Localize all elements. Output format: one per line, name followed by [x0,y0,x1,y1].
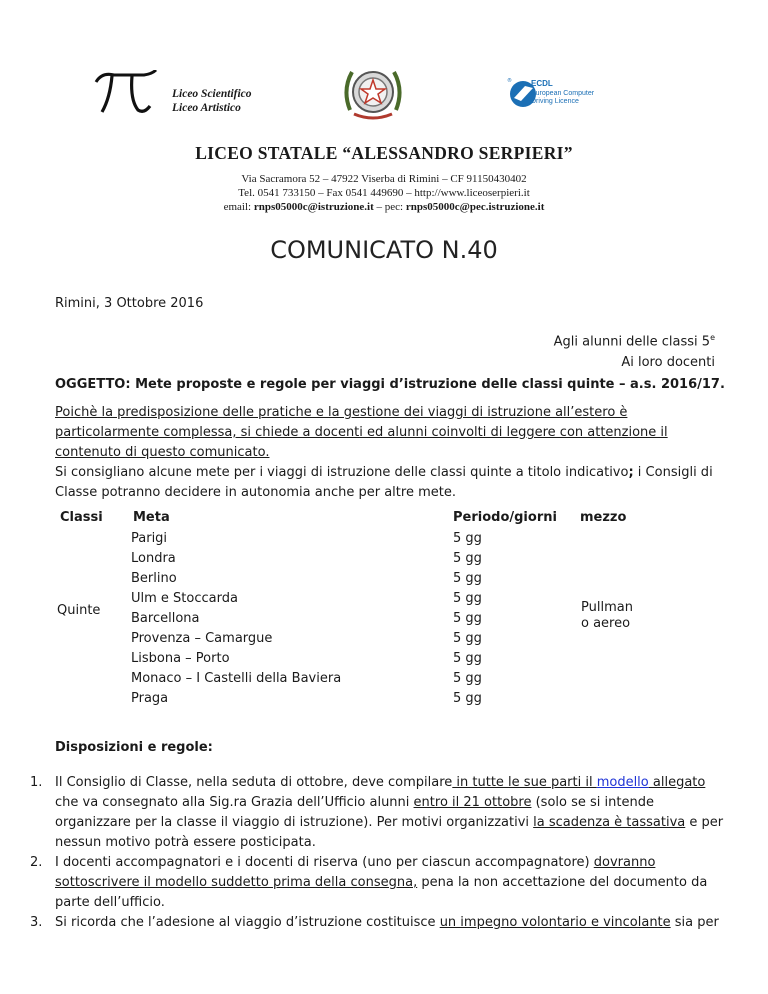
rule-number-2: 2. [30,855,43,870]
rule-1-line-2 [55,793,654,813]
table-cell-giorni: 5 gg [453,651,482,666]
table-cell-giorni: 5 gg [453,611,482,626]
ecdl-line-2: Driving Licence [531,98,579,105]
recipients-students [554,328,715,352]
page-title: COMUNICATO N.40 [270,236,498,264]
ecdl-brand: ECDL [531,79,553,88]
intro-line-2: particolarmente complessa, si chiede a docenti ed alunni coinvolti di leggere con attenzione il [55,425,668,440]
email-address[interactable]: rnps05000c@istruzione.it [253,201,374,213]
rule-1-line-1 [55,773,705,793]
rule-1-text: organizzare per la classe il viaggio di istruzione). Per motivi organizzativi [55,815,534,830]
rule-2-line-1 [55,853,655,873]
table-cell-meta: Provenza – Camargue [131,631,273,646]
rule-1-line-3 [55,813,723,833]
table-header-mezzo: mezzo [580,510,627,525]
recipients-sup: e [710,333,715,342]
liceo-logo [92,70,162,116]
rule-2-text: I docenti accompagnatori e i docenti di riserva (uno per ciascun accompagnatore) [55,855,594,870]
rule-3-text: sia per [670,915,719,930]
table-cell-classe: Quinte [57,603,101,618]
table-header-periodo: Periodo/giorni [453,510,557,525]
table-column-giorni [453,529,482,709]
table-cell-giorni: 5 gg [453,691,482,706]
rule-1-underline: in tutte le sue parti il [452,775,597,790]
school-types [172,87,252,115]
rule-number-1: 1. [30,775,43,790]
table-cell-giorni: 5 gg [453,671,482,686]
recipients-teachers: Ai loro docenti [621,355,715,370]
school-type-scientifico: Liceo Scientifico [172,88,252,100]
mezzo-line-2: o aereo [581,616,631,631]
table-cell-giorni: 5 gg [453,551,482,566]
intro-line-1: Poichè la predisposizione delle pratiche e la gestione dei viaggi di istruzione all’estero è [55,405,628,420]
date-line: Rimini, 3 Ottobre 2016 [55,296,204,311]
rule-3-underline: un impegno volontario e vincolante [439,915,671,930]
paragraph-2-line-1 [55,463,713,483]
table-cell-meta: Parigi [131,531,168,546]
subject-line: OGGETTO: Mete proposte e regole per viaggi d’istruzione delle classi quinte – a.s. 2016/17. [55,377,725,392]
recipients-students-text: Agli alunni delle classi 5 [553,334,711,350]
table-header-classi: Classi [60,510,103,525]
table-cell-meta: Ulm e Stoccarda [131,591,238,606]
rule-1-text: (solo se si intende [531,795,654,810]
contact-line: Tel. 0541 733150 – Fax 0541 449690 – http://www.liceoserpieri.it [238,187,530,199]
email-line [0,200,768,215]
table-cell-meta: Londra [131,551,176,566]
rule-2-line-2 [55,873,707,893]
rule-2-line-3: parte dell’ufficio. [55,895,165,910]
rule-1-tassativa: la scadenza è tassativa [533,815,686,830]
table-cell-meta: Berlino [131,571,177,586]
table-cell-mezzo [581,600,633,632]
email-label: email: [223,201,252,213]
rule-number-3: 3. [30,915,43,930]
table-cell-meta: Praga [131,691,169,706]
mezzo-line-1: Pullman [581,600,633,615]
modello-link[interactable]: modello [596,775,649,790]
table-column-meta [131,529,341,709]
pec-address[interactable]: rnps05000c@pec.istruzione.it [405,201,545,213]
ecdl-text [531,80,594,107]
rule-1-text: e per [685,815,724,830]
rule-2-text: pena la non accettazione del documento da [417,875,708,890]
rule-3-line-1 [55,913,719,933]
ecdl-line-1: European Computer [531,89,595,97]
paragraph-2-text-a: Si consigliano alcune mete per i viaggi di istruzione delle classi quinte a titolo indicativo [55,465,629,480]
rule-3-text: Si ricorda che l’adesione al viaggio d’istruzione costituisce [55,915,440,930]
table-cell-giorni: 5 gg [453,571,482,586]
paragraph-2-line-2: Classe potranno decidere in autonomia anche per altre mete. [55,485,456,500]
school-name: LICEO STATALE “ALESSANDRO SERPIERI” [195,143,573,163]
table-cell-meta: Lisbona – Porto [131,651,230,666]
table-cell-giorni: 5 gg [453,531,482,546]
rule-2-underline: sottoscrivere il modello suddetto prima della consegna, [55,875,418,890]
rule-1-deadline: entro il 21 ottobre [413,795,532,810]
rule-2-underline: dovranno [593,855,656,870]
address-line: Via Sacramora 52 – 47922 Viserba di Rimini – CF 91150430402 [241,173,527,185]
rule-1-line-4: nessun motivo potrà essere posticipata. [55,835,316,850]
table-header-meta: Meta [133,510,170,525]
table-cell-meta: Barcellona [131,611,200,626]
pec-label: – pec: [376,201,404,213]
rule-1-text: Il Consiglio di Classe, nella seduta di ottobre, deve compilare [55,775,453,790]
rules-heading: Disposizioni e regole: [55,740,213,755]
rule-1-allegato: allegato [648,775,706,790]
italian-republic-emblem [340,60,406,124]
svg-text:®: ® [507,78,512,84]
rule-1-text: che va consegnato alla Sig.ra Grazia dell’Ufficio alunni [55,795,414,810]
school-type-artistico: Liceo Artistico [172,102,241,114]
table-cell-giorni: 5 gg [453,631,482,646]
table-cell-giorni: 5 gg [453,591,482,606]
paragraph-2-text-c: i Consigli di [633,465,713,480]
paragraph-2-semicolon: ; [628,465,634,480]
table-cell-meta: Monaco – I Castelli della Baviera [131,671,342,686]
intro-line-3: contenuto di questo comunicato. [55,445,270,460]
